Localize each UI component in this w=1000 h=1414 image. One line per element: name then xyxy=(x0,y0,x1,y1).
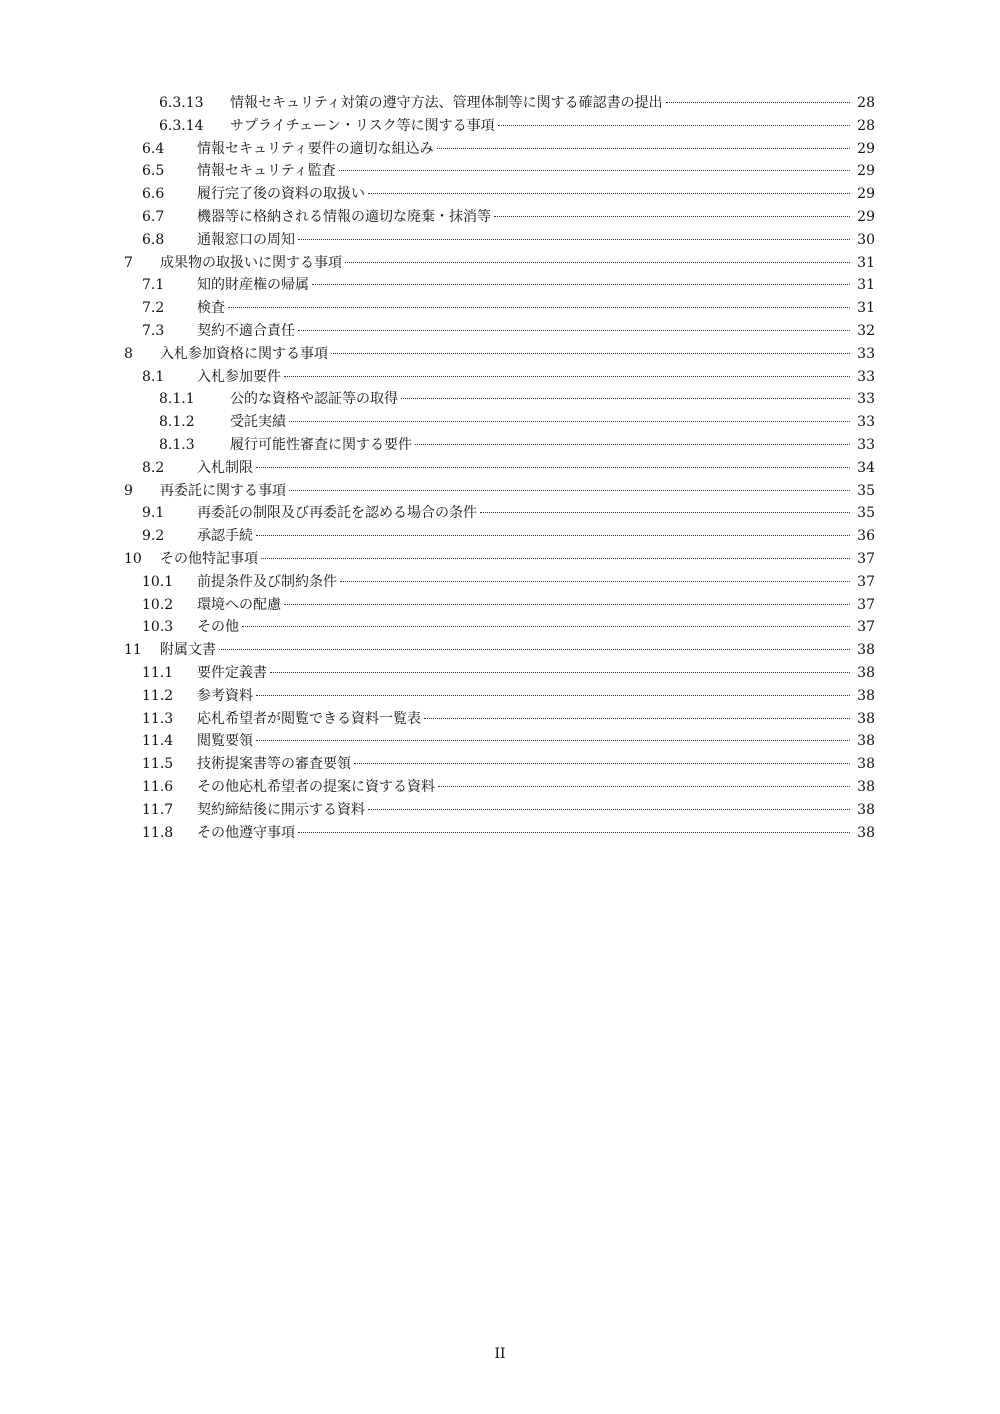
toc-entry-title: 入札参加要件 xyxy=(197,368,281,385)
toc-entry-number: 9 xyxy=(124,482,133,499)
toc-entry-number: 7.3 xyxy=(142,322,165,339)
toc-entry-title: 機器等に格納される情報の適切な廃棄・抹消等 xyxy=(197,208,491,225)
toc-entry[interactable] xyxy=(0,411,1000,434)
toc-dot-leader xyxy=(415,444,850,445)
toc-entry-page: 38 xyxy=(857,710,875,727)
toc-entry-page: 30 xyxy=(857,231,875,248)
toc-dot-leader xyxy=(284,604,850,605)
toc-entry-page: 37 xyxy=(857,550,875,567)
toc-entry-page: 38 xyxy=(857,642,875,659)
toc-entry-number: 6.8 xyxy=(142,231,165,248)
toc-entry-title: 検査 xyxy=(197,300,225,317)
toc-entry[interactable] xyxy=(0,366,1000,389)
toc-entry-number: 10.2 xyxy=(142,596,174,613)
toc-entry[interactable] xyxy=(0,776,1000,799)
toc-entry-number: 6.3.14 xyxy=(159,117,204,134)
toc-entry[interactable] xyxy=(0,502,1000,525)
toc-entry-title: 閲覧要領 xyxy=(197,733,253,750)
toc-entry-title: 情報セキュリティ要件の適切な組込み xyxy=(197,140,434,157)
toc-entry-number: 6.7 xyxy=(142,208,165,225)
toc-entry-number: 11.8 xyxy=(142,824,174,841)
toc-entry[interactable] xyxy=(0,480,1000,503)
toc-entry-title: 応札希望者が閲覧できる資料一覧表 xyxy=(197,710,421,727)
toc-entry-page: 29 xyxy=(857,140,875,157)
toc-entry-number: 8.1 xyxy=(142,368,165,385)
toc-entry-number: 6.5 xyxy=(142,163,165,180)
toc-entry-number: 6.4 xyxy=(142,140,165,157)
toc-entry-page: 29 xyxy=(857,186,875,203)
toc-entry-number: 8.1.1 xyxy=(159,391,195,408)
toc-dot-leader xyxy=(298,832,850,833)
toc-entry-title: 承認手続 xyxy=(197,528,253,545)
toc-entry[interactable] xyxy=(0,616,1000,639)
toc-entry-number: 11.2 xyxy=(142,687,174,704)
toc-entry-title: 受託実績 xyxy=(230,414,286,431)
toc-entry-page: 36 xyxy=(857,528,875,545)
toc-entry-number: 10.1 xyxy=(142,573,174,590)
toc-dot-leader xyxy=(494,216,850,217)
toc-entry-number: 6.3.13 xyxy=(159,95,204,111)
toc-entry-number: 11 xyxy=(124,642,142,659)
toc-entry-title: その他特記事項 xyxy=(160,550,258,567)
toc-entry-number: 11.1 xyxy=(142,664,174,681)
toc-entry[interactable] xyxy=(0,274,1000,297)
toc-entry-title: その他応札希望者の提案に資する資料 xyxy=(197,778,435,795)
toc-entry[interactable] xyxy=(0,639,1000,662)
toc-dot-leader xyxy=(242,626,850,627)
toc-entry[interactable] xyxy=(0,297,1000,320)
toc-dot-leader xyxy=(339,170,850,171)
toc-entry-title: 契約締結後に開示する資料 xyxy=(197,801,365,818)
toc-dot-leader xyxy=(256,467,850,468)
toc-dot-leader xyxy=(401,398,850,399)
toc-entry-number: 8.2 xyxy=(142,459,165,476)
toc-dot-leader xyxy=(289,490,850,491)
toc-entry[interactable] xyxy=(0,388,1000,411)
toc-entry-number: 7.2 xyxy=(142,300,165,317)
toc-dot-leader xyxy=(368,193,850,194)
toc-entry[interactable] xyxy=(0,320,1000,343)
toc-entry[interactable] xyxy=(0,571,1000,594)
toc-dot-leader xyxy=(312,284,850,285)
toc-entry-title: 再委託の制限及び再委託を認める場合の条件 xyxy=(197,505,477,522)
toc-entry[interactable] xyxy=(0,160,1000,183)
page-number: II xyxy=(494,1346,506,1362)
toc-dot-leader xyxy=(270,672,850,673)
toc-entry[interactable] xyxy=(0,138,1000,161)
toc-entry[interactable] xyxy=(0,548,1000,571)
toc-dot-leader xyxy=(284,376,850,377)
toc-entry-title: 技術提案書等の審査要領 xyxy=(197,756,351,773)
toc-entry[interactable] xyxy=(0,822,1000,845)
toc-entry-number: 11.7 xyxy=(142,801,174,818)
toc-dot-leader xyxy=(666,102,850,103)
toc-entry-number: 11.4 xyxy=(142,733,174,750)
toc-entry-page: 31 xyxy=(857,277,875,294)
toc-entry[interactable] xyxy=(0,708,1000,731)
toc-dot-leader xyxy=(298,330,850,331)
toc-entry-title: 要件定義書 xyxy=(197,664,267,681)
toc-entry-page: 28 xyxy=(857,117,875,134)
toc-dot-leader xyxy=(298,239,850,240)
toc-entry-title: 履行完了後の資料の取扱い xyxy=(197,186,365,203)
toc-entry-number: 10 xyxy=(124,550,142,567)
toc-entry[interactable] xyxy=(0,92,1000,115)
toc-entry-title: サプライチェーン・リスク等に関する事項 xyxy=(230,117,495,134)
toc-entry-page: 37 xyxy=(857,619,875,636)
toc-entry-number: 8 xyxy=(124,345,133,362)
toc-entry-page: 31 xyxy=(857,300,875,317)
toc-entry-page: 38 xyxy=(857,664,875,681)
toc-entry-page: 33 xyxy=(857,368,875,385)
toc-entry-title: その他 xyxy=(197,619,239,636)
toc-entry-page: 33 xyxy=(857,391,875,408)
toc-entry-page: 31 xyxy=(857,254,875,271)
toc-entry[interactable] xyxy=(0,252,1000,275)
toc-entry-title: 参考資料 xyxy=(197,687,253,704)
toc-entry[interactable] xyxy=(0,229,1000,252)
toc-entry[interactable] xyxy=(0,730,1000,753)
toc-dot-leader xyxy=(424,718,850,719)
toc-entry[interactable] xyxy=(0,206,1000,229)
toc-entry-title: 契約不適合責任 xyxy=(197,322,295,339)
toc-entry-title: 入札制限 xyxy=(197,459,253,476)
toc-entry[interactable] xyxy=(0,799,1000,822)
toc-entry-page: 32 xyxy=(857,322,875,339)
toc-entry-page: 38 xyxy=(857,756,875,773)
toc-entry-title: 公的な資格や認証等の取得 xyxy=(230,391,398,408)
table-of-contents xyxy=(0,92,1000,844)
toc-dot-leader xyxy=(228,307,850,308)
toc-dot-leader xyxy=(256,695,850,696)
toc-dot-leader xyxy=(219,649,850,650)
toc-dot-leader xyxy=(437,148,850,149)
toc-entry-title: 知的財産権の帰属 xyxy=(197,277,309,294)
toc-entry-page: 28 xyxy=(857,95,875,111)
toc-entry-page: 35 xyxy=(857,482,875,499)
toc-entry-number: 7 xyxy=(124,254,133,271)
toc-entry-number: 8.1.2 xyxy=(159,414,195,431)
toc-entry-title: 情報セキュリティ監査 xyxy=(197,163,336,180)
toc-entry-number: 6.6 xyxy=(142,186,165,203)
toc-entry-title: 前提条件及び制約条件 xyxy=(197,573,337,590)
toc-entry[interactable] xyxy=(0,343,1000,366)
toc-entry[interactable] xyxy=(0,685,1000,708)
toc-entry-page: 34 xyxy=(857,459,875,476)
toc-entry-number: 11.3 xyxy=(142,710,174,727)
toc-entry-number: 7.1 xyxy=(142,277,165,294)
toc-entry[interactable] xyxy=(0,525,1000,548)
toc-entry-number: 9.1 xyxy=(142,505,165,522)
toc-dot-leader xyxy=(438,786,850,787)
toc-entry-title: 履行可能性審査に関する要件 xyxy=(230,436,412,453)
toc-dot-leader xyxy=(340,581,850,582)
toc-dot-leader xyxy=(289,421,850,422)
toc-entry-title: 情報セキュリティ対策の遵守方法、管理体制等に関する確認書の提出 xyxy=(230,95,663,111)
toc-dot-leader xyxy=(345,262,850,263)
toc-entry-page: 38 xyxy=(857,778,875,795)
toc-entry-title: 通報窓口の周知 xyxy=(197,231,295,248)
toc-entry-number: 9.2 xyxy=(142,528,165,545)
toc-entry[interactable] xyxy=(0,457,1000,480)
toc-entry-page: 37 xyxy=(857,573,875,590)
toc-entry[interactable] xyxy=(0,594,1000,617)
toc-entry-page: 29 xyxy=(857,208,875,225)
toc-entry-page: 33 xyxy=(857,345,875,362)
toc-entry-number: 11.6 xyxy=(142,778,174,795)
toc-entry-title: 成果物の取扱いに関する事項 xyxy=(160,254,342,271)
toc-entry-number: 11.5 xyxy=(142,756,174,773)
toc-entry-title: その他遵守事項 xyxy=(197,824,295,841)
toc-entry[interactable] xyxy=(0,753,1000,776)
toc-entry-number: 8.1.3 xyxy=(159,436,195,453)
toc-dot-leader xyxy=(261,558,850,559)
toc-entry-page: 29 xyxy=(857,163,875,180)
toc-entry-title: 再委託に関する事項 xyxy=(160,482,286,499)
toc-dot-leader xyxy=(498,125,850,126)
toc-dot-leader xyxy=(368,809,850,810)
toc-entry[interactable] xyxy=(0,115,1000,138)
toc-dot-leader xyxy=(480,512,850,513)
toc-entry-page: 38 xyxy=(857,824,875,841)
toc-entry[interactable] xyxy=(0,662,1000,685)
toc-entry-page: 38 xyxy=(857,801,875,818)
toc-entry-page: 35 xyxy=(857,505,875,522)
toc-entry[interactable] xyxy=(0,183,1000,206)
toc-entry-title: 附属文書 xyxy=(160,642,216,659)
toc-entry-page: 38 xyxy=(857,687,875,704)
toc-entry-page: 37 xyxy=(857,596,875,613)
toc-entry-page: 33 xyxy=(857,414,875,431)
toc-entry-page: 38 xyxy=(857,733,875,750)
toc-dot-leader xyxy=(256,535,850,536)
toc-entry-title: 環境への配慮 xyxy=(197,596,281,613)
toc-entry-page: 33 xyxy=(857,436,875,453)
toc-entry[interactable] xyxy=(0,434,1000,457)
toc-dot-leader xyxy=(256,740,850,741)
toc-entry-title: 入札参加資格に関する事項 xyxy=(160,345,328,362)
toc-dot-leader xyxy=(354,763,850,764)
toc-entry-number: 10.3 xyxy=(142,619,174,636)
toc-dot-leader xyxy=(331,353,850,354)
